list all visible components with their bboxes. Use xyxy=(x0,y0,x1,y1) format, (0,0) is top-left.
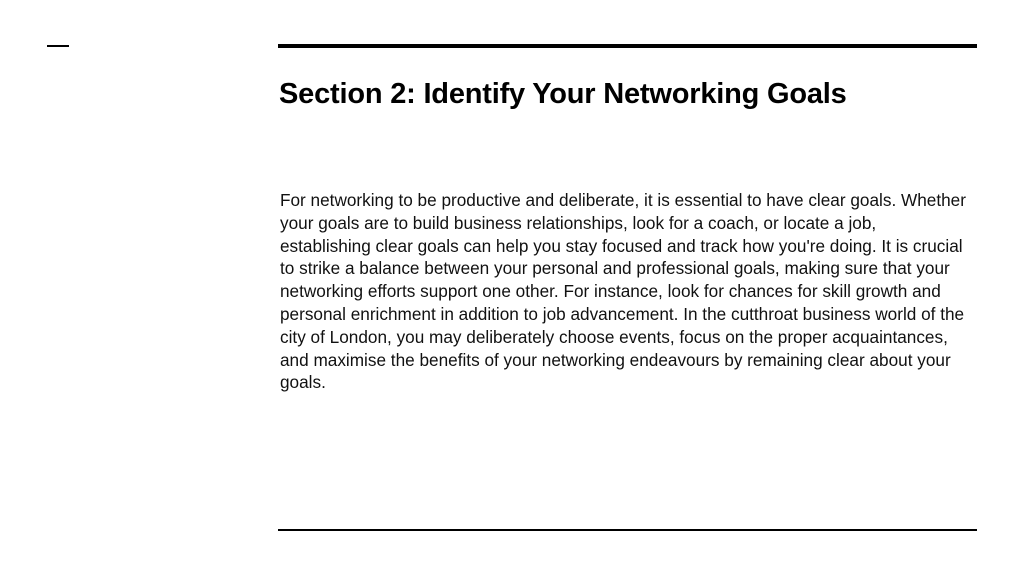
slide-title: Section 2: Identify Your Networking Goals xyxy=(279,78,847,110)
top-divider-rule xyxy=(278,44,977,48)
bottom-divider-rule xyxy=(278,529,977,531)
corner-dash-decoration xyxy=(47,45,69,47)
slide-body-text: For networking to be productive and deliberate, it is essential to have clear goals. Whether your goals are to build business relationships, look for a coach, or locate a job, establishing clear goals can help you stay focused and track how you're doing. It is crucial to strike a balance between your personal and professional goals, making sure that your networking efforts support one other. For instance, look for chances for skill growth and personal enrichment in addition to job advancement. In the cutthroat business world of the city of London, you may deliberately choose events, focus on the proper acquaintances, and maximise the benefits of your networking endeavours by remaining clear about your goals. xyxy=(280,190,966,393)
